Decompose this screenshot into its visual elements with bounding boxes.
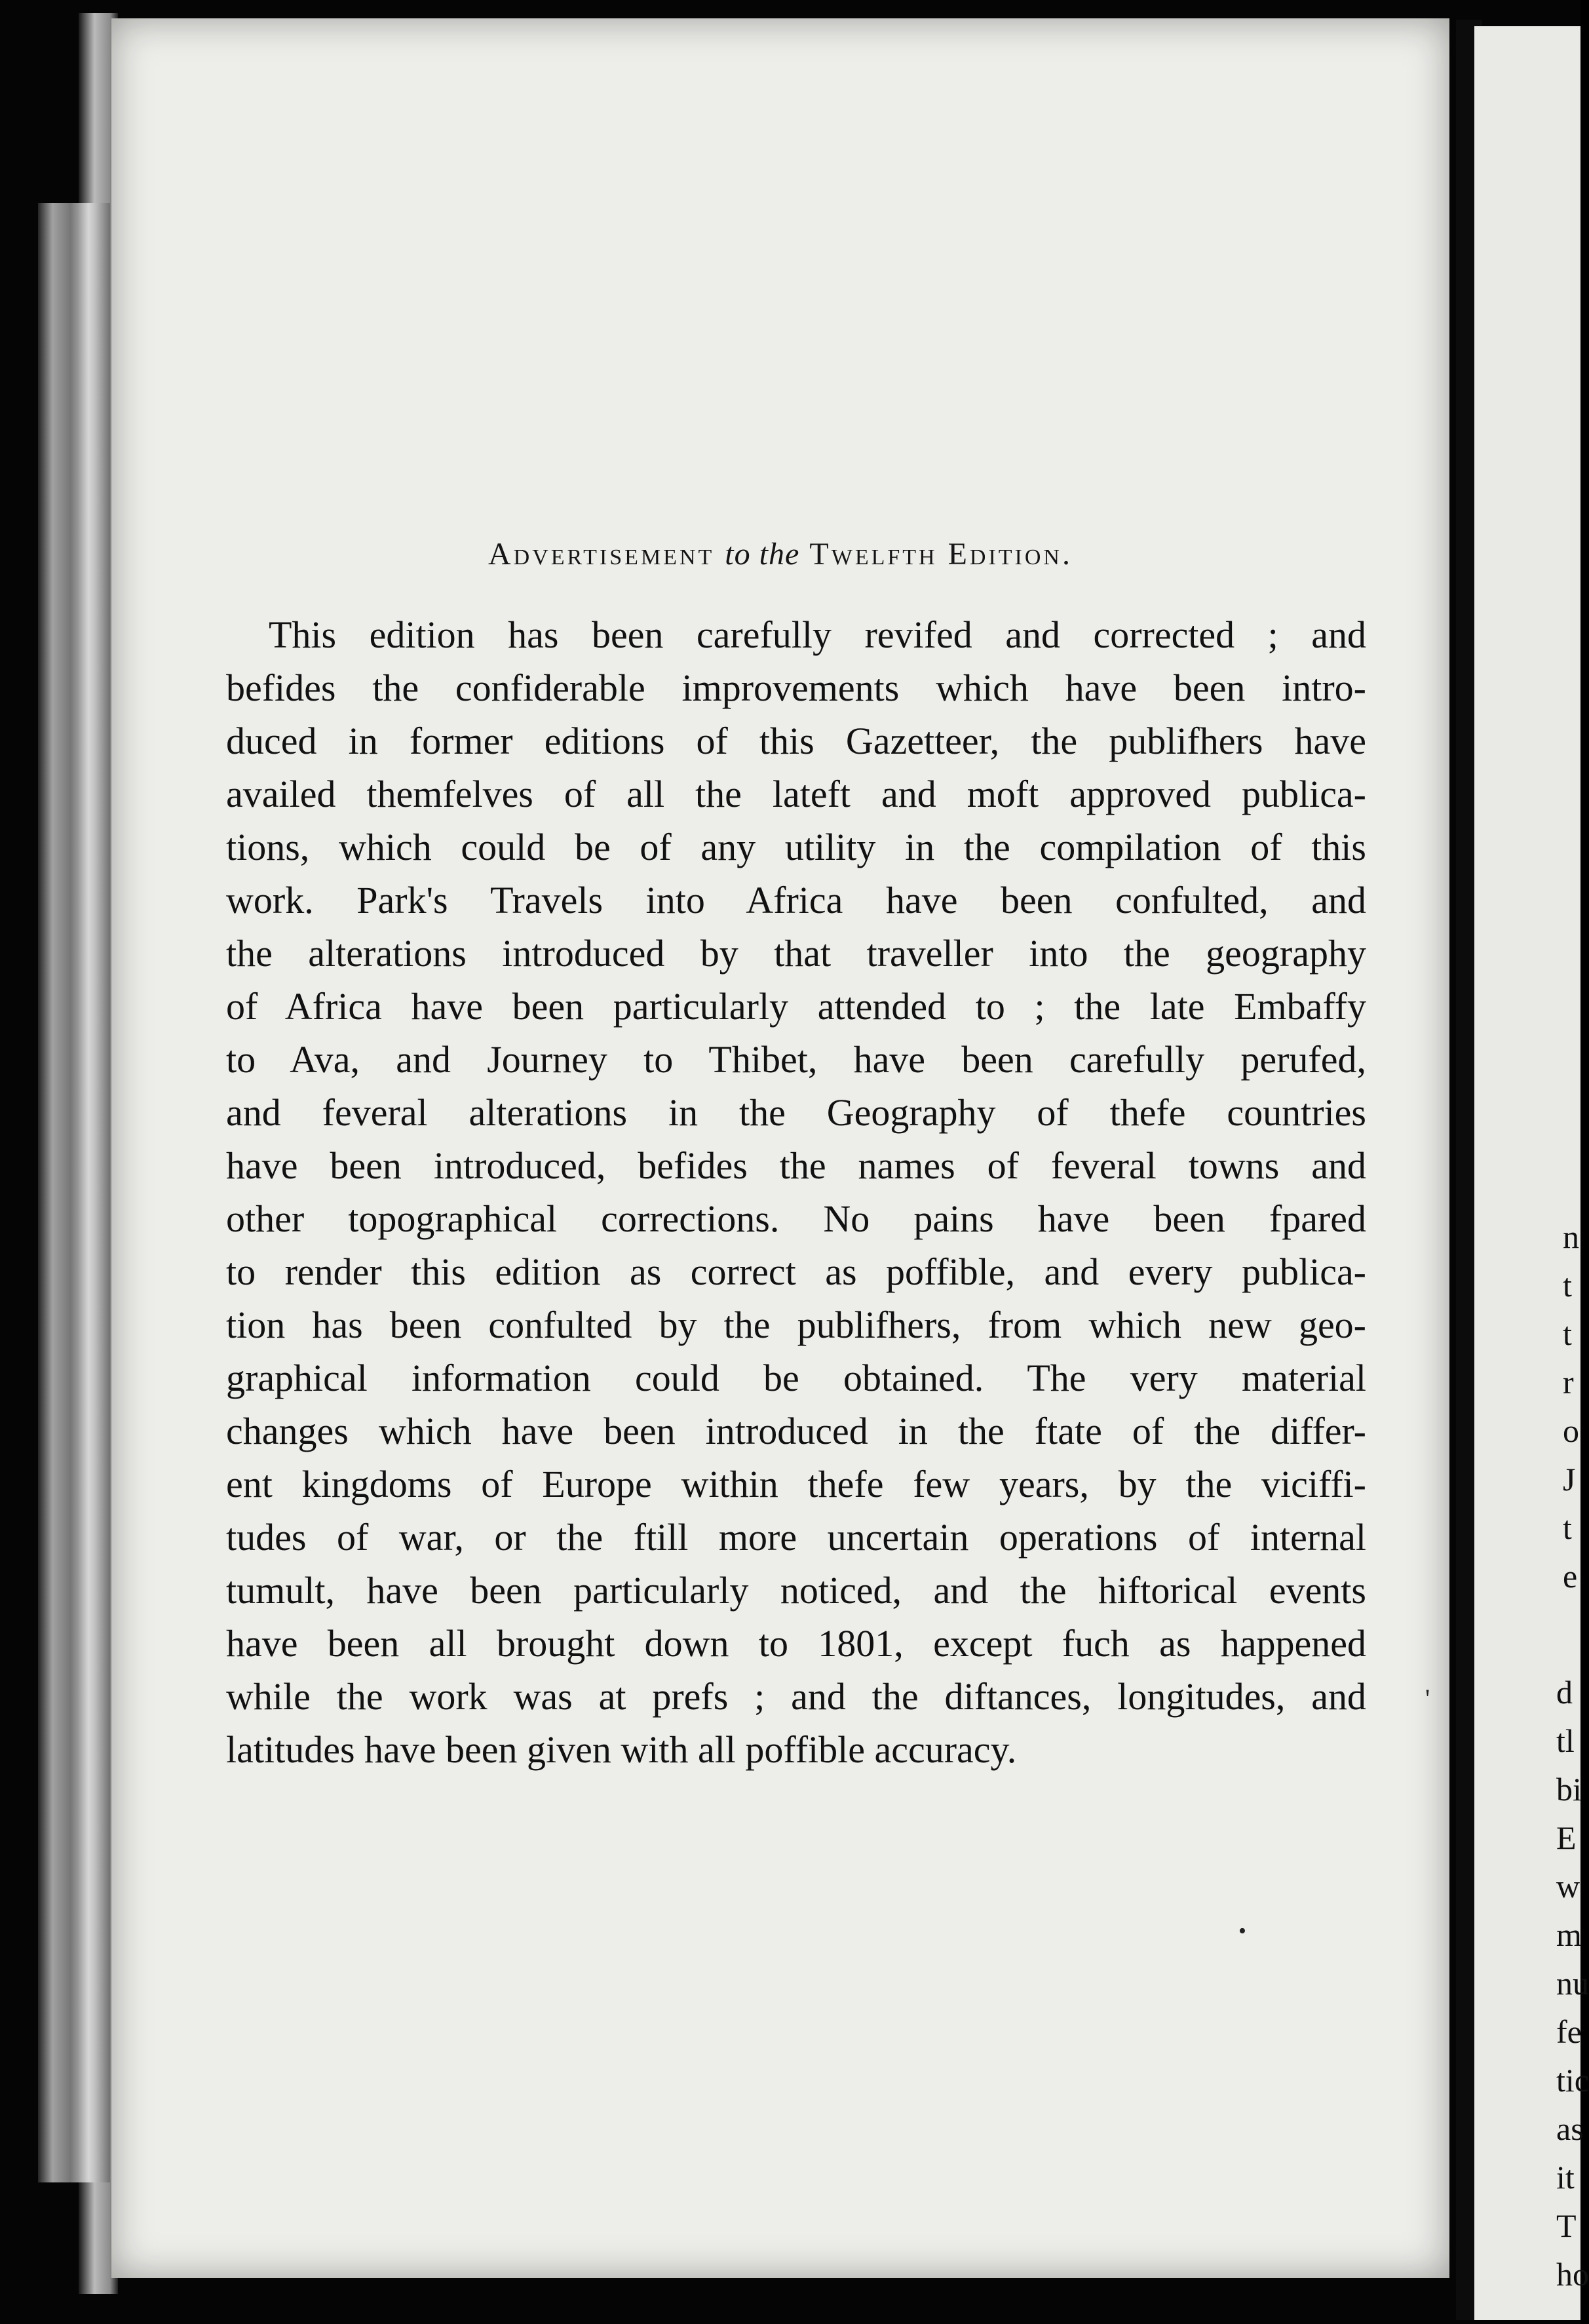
heading-advertisement: Advertisement xyxy=(488,537,715,571)
facing-page-fragment: r xyxy=(1563,1364,1574,1401)
facing-page-fragment: m xyxy=(1556,1916,1582,1953)
text-line: of Africa have been particularly attended to ; the late Embaffy xyxy=(226,985,1366,1028)
text-line: tudes of war, or the ftill more uncertain operations of internal xyxy=(226,1516,1366,1559)
text-line: while the work was at prefs ; and the diftances, longitudes, and xyxy=(226,1675,1366,1718)
page-heading xyxy=(111,536,1449,572)
facing-page-fragment: tl xyxy=(1556,1722,1575,1759)
facing-page-fragment: it xyxy=(1556,2159,1575,2196)
facing-page-fragment: t xyxy=(1563,1315,1572,1352)
facing-page-text-top xyxy=(1563,1212,1579,1600)
facing-page-fragment: o xyxy=(1563,1412,1579,1449)
heading-to-the: to the xyxy=(725,537,800,571)
facing-page-fragment: d xyxy=(1556,1674,1573,1711)
facing-page-text-bottom xyxy=(1556,1668,1589,2298)
text-line: tumult, have been particularly noticed, and the hiftorical events xyxy=(226,1569,1366,1612)
advertisement-paragraph xyxy=(226,608,1366,1776)
text-line: other topographical corrections. No pains have been fpared xyxy=(226,1197,1366,1240)
text-line: to Ava, and Journey to Thibet, have been carefully perufed, xyxy=(226,1038,1366,1081)
text-line: to render this edition as correct as poffible, and every publica- xyxy=(226,1250,1366,1293)
facing-page-fragment: bi xyxy=(1556,1771,1582,1808)
text-line: latitudes have been given with all poffible accuracy. xyxy=(226,1728,1017,1771)
facing-page-fragment: tic xyxy=(1556,2062,1589,2099)
facing-page-fragment: J xyxy=(1563,1461,1576,1498)
text-line: befides the confiderable improvements which have been intro- xyxy=(226,667,1366,709)
text-line: the alterations introduced by that traveller into the geography xyxy=(226,932,1366,975)
text-line: tion has been confulted by the publifhers, from which new geo- xyxy=(226,1304,1366,1346)
text-line: availed themfelves of all the lateft and moft approved publica- xyxy=(226,773,1366,815)
text-line: duced in former editions of this Gazetteer, the publifhers have xyxy=(226,720,1366,762)
text-line: graphical information could be obtained. The very material xyxy=(226,1357,1366,1399)
spine-strip xyxy=(38,203,110,2182)
text-line: This edition has been carefully revifed and corrected ; and xyxy=(269,613,1366,656)
facing-page-fragment: t xyxy=(1563,1509,1572,1546)
facing-page-fragment: as xyxy=(1556,2110,1584,2147)
facing-page-fragment: nu xyxy=(1556,1965,1589,2002)
facing-page-fragment: w xyxy=(1556,1868,1580,1905)
book-page xyxy=(111,18,1449,2278)
facing-page-fragment: t xyxy=(1563,1267,1572,1304)
facing-page-fragment: n xyxy=(1563,1218,1579,1255)
text-line: changes which have been introduced in the ftate of the differ- xyxy=(226,1410,1366,1452)
facing-page-fragment: e xyxy=(1563,1558,1578,1595)
facing-page-fragment: T xyxy=(1556,2207,1577,2244)
text-line: have been all brought down to 1801, except fuch as happened xyxy=(226,1622,1366,1665)
text-line: and feveral alterations in the Geography of thefe countries xyxy=(226,1091,1366,1134)
facing-page-fragment: E xyxy=(1556,1819,1577,1856)
ink-speck: • xyxy=(1238,1919,1246,1943)
text-line: ent kingdoms of Europe within thefe few years, by the viciffi- xyxy=(226,1463,1366,1505)
ink-speck: ' xyxy=(1425,1684,1430,1713)
facing-page-fragment: fe xyxy=(1556,2013,1582,2050)
text-line: have been introduced, befides the names of feveral towns and xyxy=(226,1144,1366,1187)
text-line: tions, which could be of any utility in the compilation of this xyxy=(226,826,1366,868)
facing-page-fragment: ho xyxy=(1556,2256,1589,2293)
heading-edition: Twelfth Edition. xyxy=(809,537,1073,571)
text-line: work. Park's Travels into Africa have been confulted, and xyxy=(226,879,1366,921)
